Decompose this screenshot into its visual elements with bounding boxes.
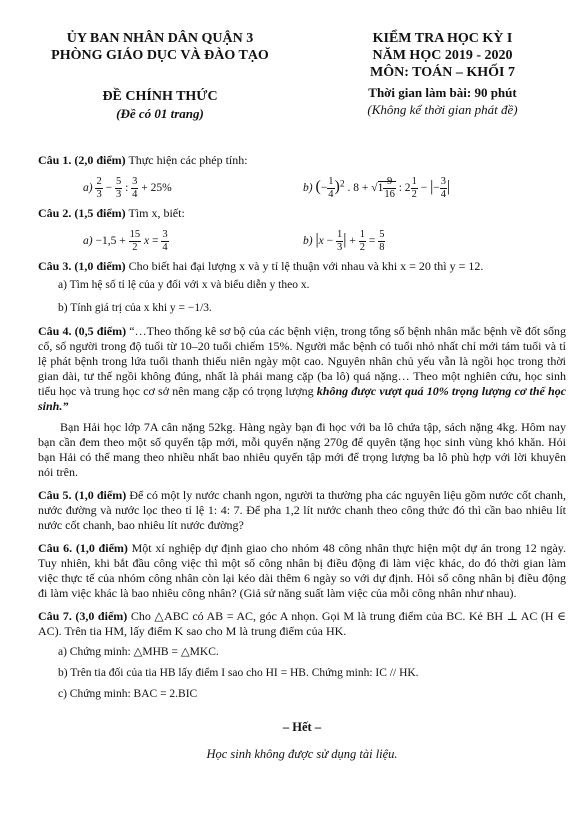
question-2-label: Câu 2. (1,5 điểm)	[38, 206, 126, 220]
question-7-label: Câu 7. (3,0 điểm)	[38, 609, 128, 623]
question-3	[38, 259, 566, 274]
question-1b: b) (− $\frac{1}{4}$ )$^2$ . 8 + √1 $\frac{9}{16}$ : 2 $\frac{1}{2}$ − |− $\frac{3}{4}$ |	[303, 176, 451, 200]
question-7b: b) Trên tia đối của tia HB lấy điểm I sao cho HI = HB. Chứng minh: IC // HK.	[58, 667, 419, 679]
exam-title: KIỂM TRA HỌC KỲ I	[372, 31, 513, 46]
question-1	[38, 153, 566, 168]
footer-note: Học sinh không được sử dụng tài liệu.	[206, 747, 398, 761]
education-office: PHÒNG GIÁO DỤC VÀ ĐÀO TẠO	[51, 48, 269, 63]
question-6-text: Một xí nghiệp dự định giao cho nhóm 48 công nhân thực hiện một dự án trong 12 ngày. Tuy nhiên, khi bắt đầu công việc thì một số công nhân bị điều động đi làm việc khác, do đó thời gian làm việc thực tế của nhóm công nhân còn lại kéo dài thêm 6 ngày so với dự định. Hỏi số công nhân bị điều động đi làm việc khác là bao nhiêu công nhân? (Giả sử năng suất làm việc của mỗi công nhân như nhau).	[38, 541, 566, 600]
question-1a: a) $\frac{2}{3}$ − $\frac{5}{3}$ : $\frac{3}{4}$ + 25%	[83, 176, 172, 200]
question-2-text: Tìm x, biết:	[128, 206, 185, 220]
question-1-label: Câu 1. (2,0 điểm)	[38, 153, 126, 167]
question-5-label: Câu 5. (1,0 điểm)	[38, 488, 127, 502]
question-4-paragraph-2: Bạn Hải học lớp 7A cân nặng 52kg. Hàng ngày bạn đi học với ba lô chứa tập, sách nặng 4kg. Hôm nay bạn cần đem theo một số quyển tập mới, mỗi quyển nặng 270g để quyên tặng học sinh vùng khó khăn. Hỏi bạn Hải có thể mang theo nhiều nhất bao nhiêu quyển tập mới để trọng lượng ba lô phù hợp với lời khuyên nói trên.	[38, 420, 566, 479]
question-4-bold-note: không được vượt quá 10% trọng lượng cơ thể học sinh.”	[38, 384, 567, 413]
question-3-text: Cho biết hai đại lượng x và y tỉ lệ thuận với nhau và khi x = 20 thì y = 12.	[128, 259, 484, 273]
question-2	[38, 206, 566, 221]
question-1-parts	[38, 168, 566, 206]
district-committee: ỦY BAN NHÂN DÂN QUẬN 3	[66, 31, 254, 46]
question-3a: a) Tìm hệ số tỉ lệ của y đối với x và biểu diễn y theo x.	[58, 279, 310, 291]
question-7a: a) Chứng minh: △MHB = △MKC.	[58, 646, 219, 658]
question-6	[38, 541, 566, 601]
question-5-text: Để có một ly nước chanh ngon, người ta thường pha các nguyên liệu gồm nước cốt chanh, nước đường và nước lọc theo tỉ lệ 1: 4: 7. Để pha 1,2 lít nước chanh theo công thức đó thì cần bao nhiêu lít nước cốt chanh, bao nhiêu lít nước đường?	[38, 488, 567, 532]
question-4-label: Câu 4. (0,5 điểm)	[38, 324, 127, 338]
exam-body	[38, 153, 566, 762]
question-4	[38, 324, 566, 414]
header-left	[40, 30, 280, 122]
end-marker: – Hết –	[282, 720, 322, 734]
subject-grade: MÔN: TOÁN – KHỐI 7	[370, 65, 515, 80]
question-7c: c) Chứng minh: BAC = 2.BIC	[58, 688, 198, 700]
time-note: (Không kể thời gian phát đề)	[367, 102, 518, 117]
official-exam-label: ĐỀ CHÍNH THỨC	[102, 89, 218, 104]
question-4-paragraph-1: “…Theo thống kê sơ bộ của các bệnh viện, trong tổng số bệnh nhân mắc bệnh về đốt sống cổ, số người trong độ tuổi từ 10–20 tuổi chiếm 15%. Người mắc bệnh có tuổi nhỏ nhất chỉ mới tám tuổi và tỉ lệ phát bệnh trong lứa tuổi thanh thiếu niên ngày một cao. Nguyên nhân chủ yếu vẫn là ngồi học trong thời gian dài, tư thế ngồi không đúng, nhất là phải mang cặp (ba lô) quá nặng… Theo một nghiên cứu, học sinh tiểu học và trung học cơ sở nên mang cặp có trọng lượng	[38, 324, 567, 398]
time-limit: Thời gian làm bài: 90 phút	[368, 85, 517, 100]
question-5	[38, 488, 566, 533]
question-3-label: Câu 3. (1,0 điểm)	[38, 259, 126, 273]
header-right	[315, 30, 570, 118]
question-7	[38, 609, 566, 639]
question-1-text: Thực hiện các phép tính:	[128, 153, 248, 167]
question-2b: b) |x − $\frac{1}{3}$ | + $\frac{1}{2}$ = $\frac{5}{8}$	[303, 229, 385, 253]
question-7-text: Cho △ABC có AB = AC, góc A nhọn. Gọi M là trung điểm của BC. Kẻ BH ⊥ AC (H ∈ AC). Trên tia HM, lấy điểm K sao cho M là trung điểm của HK.	[38, 609, 567, 638]
question-6-label: Câu 6. (1,0 điểm)	[38, 541, 128, 555]
question-3b: b) Tính giá trị của x khi y = −1/3.	[58, 302, 212, 314]
question-2a: a) −1,5 + $\frac{15}{2}$ x = $\frac{3}{4}$	[83, 229, 168, 253]
page-count-note: (Đề có 01 trang)	[116, 106, 204, 121]
school-year: NĂM HỌC 2019 - 2020	[372, 48, 513, 63]
question-2-parts	[38, 221, 566, 259]
